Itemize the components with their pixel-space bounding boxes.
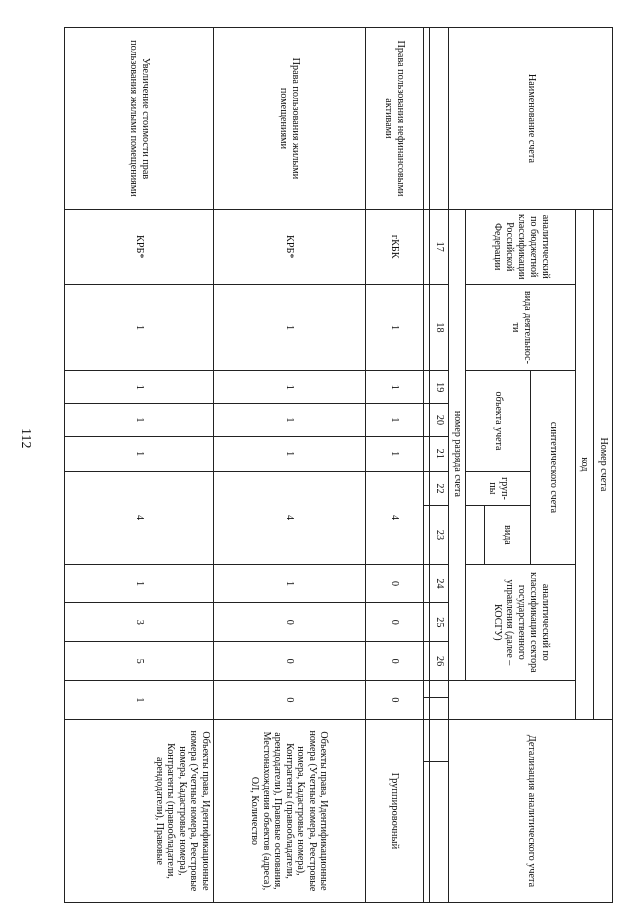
cell-21: 1 <box>213 436 365 471</box>
digit-cell: 20 <box>429 404 448 437</box>
cell-25: 0 <box>213 642 365 681</box>
cell-21: 1 <box>365 436 423 471</box>
spacer-cell <box>423 603 429 642</box>
row-name: Права пользования нефинансовыми активами <box>365 28 423 210</box>
header-activity-type: вида деятельнос-ти <box>466 284 576 371</box>
header-number: Номер счета <box>593 209 612 719</box>
cell-24: 0 <box>213 603 365 642</box>
digit-cell: 19 <box>429 371 448 404</box>
spacer-cell <box>423 436 429 471</box>
cell-20: 1 <box>213 404 365 437</box>
cell-22: 4 <box>65 471 214 564</box>
spacer-cell <box>423 371 429 404</box>
digit-cell: 17 <box>429 209 448 284</box>
cell-22: 4 <box>365 471 423 564</box>
spacer-cell <box>423 698 429 719</box>
cell-22: 4 <box>213 471 365 564</box>
header-digit-position: номер разряда счета <box>449 209 466 698</box>
table-row <box>365 28 423 903</box>
header-blank <box>449 681 576 720</box>
header-synthetic: синтетического счета <box>530 371 576 564</box>
digit-blank-right <box>429 698 448 719</box>
header-object: объекта учета <box>466 371 530 471</box>
cell-18: 1 <box>65 284 214 371</box>
cell-24: 3 <box>65 603 214 642</box>
digit-blank-right <box>429 719 448 761</box>
header-kind: вида <box>484 506 530 564</box>
digit-cell: 18 <box>429 284 448 371</box>
header-name: Наименование счета <box>449 28 613 210</box>
cell-25: 0 <box>365 642 423 681</box>
spacer-cell <box>423 506 429 564</box>
digit-blank-right <box>429 681 448 698</box>
spacer-cell <box>423 471 429 506</box>
digit-cell: 24 <box>429 564 448 603</box>
digit-blank-left <box>429 28 448 210</box>
digit-cell: 23 <box>429 506 448 564</box>
spacer-cell <box>423 681 429 698</box>
spacer-cell <box>423 209 429 284</box>
row-detail: Объекты права, Идентификационные номера (Учетные номера, Реестровые номера, Кадастровые номера), Контрагенты (правообладатели, арендодатели), Правовые основания, Местонахождения объектов (адреса), ОЛ, Количество <box>213 719 365 902</box>
header-analytic-kosgu: аналитический по классификации сектора государственного управления (далее – КОСГУ) <box>466 564 576 680</box>
cell-23: 1 <box>213 564 365 603</box>
cell-17: КРБ* <box>65 209 214 284</box>
cell-20: 1 <box>65 404 214 437</box>
row-detail: Группировочный <box>365 719 423 902</box>
cell-23: 1 <box>65 564 214 603</box>
row-detail: Объекты права, Идентификационные номера (Учетные номера, Реестровые номера, Кадастровые номера), Контрагенты (правообладатели, арендодатели), Правовые <box>65 719 214 902</box>
cell-19: 1 <box>65 371 214 404</box>
spacer-cell <box>423 284 429 371</box>
digit-cell: 25 <box>429 603 448 642</box>
header-kind-blank <box>466 506 484 564</box>
header-detail: Детализация аналитического учета <box>449 719 613 902</box>
spacer-cell <box>423 719 429 761</box>
table-row <box>65 28 214 903</box>
header-kod: код <box>576 209 593 719</box>
spacer-cell <box>423 404 429 437</box>
cell-25: 5 <box>65 642 214 681</box>
cell-26: 0 <box>213 681 365 720</box>
digit-blank-right <box>429 761 448 902</box>
rotated-page <box>64 27 613 903</box>
cell-17: гКБК <box>365 209 423 284</box>
cell-20: 1 <box>365 404 423 437</box>
digit-cell: 26 <box>429 642 448 681</box>
page-number: 112 <box>18 428 33 449</box>
digit-cell: 22 <box>429 471 448 506</box>
cell-19: 1 <box>213 371 365 404</box>
cell-24: 0 <box>365 603 423 642</box>
row-name: Права пользования жилыми помещениями <box>213 28 365 210</box>
cell-26: 1 <box>65 681 214 720</box>
cell-19: 1 <box>365 371 423 404</box>
spacer-cell <box>423 642 429 681</box>
row-name: Увеличение стоимости прав пользования жилыми помещениями <box>65 28 214 210</box>
accounts-table <box>64 27 613 903</box>
cell-18: 1 <box>213 284 365 371</box>
table-row <box>213 28 365 903</box>
cell-21: 1 <box>65 436 214 471</box>
spacer-cell <box>423 28 429 210</box>
header-group: груп-пы <box>466 471 530 506</box>
cell-18: 1 <box>365 284 423 371</box>
cell-23: 0 <box>365 564 423 603</box>
cell-17: КРБ* <box>213 209 365 284</box>
spacer-cell <box>423 564 429 603</box>
header-analytic-budget: аналитический по бюджетной классификации Российской Федерации <box>466 209 576 284</box>
digit-cell: 21 <box>429 436 448 471</box>
cell-26: 0 <box>365 681 423 720</box>
spacer-cell <box>423 761 429 902</box>
